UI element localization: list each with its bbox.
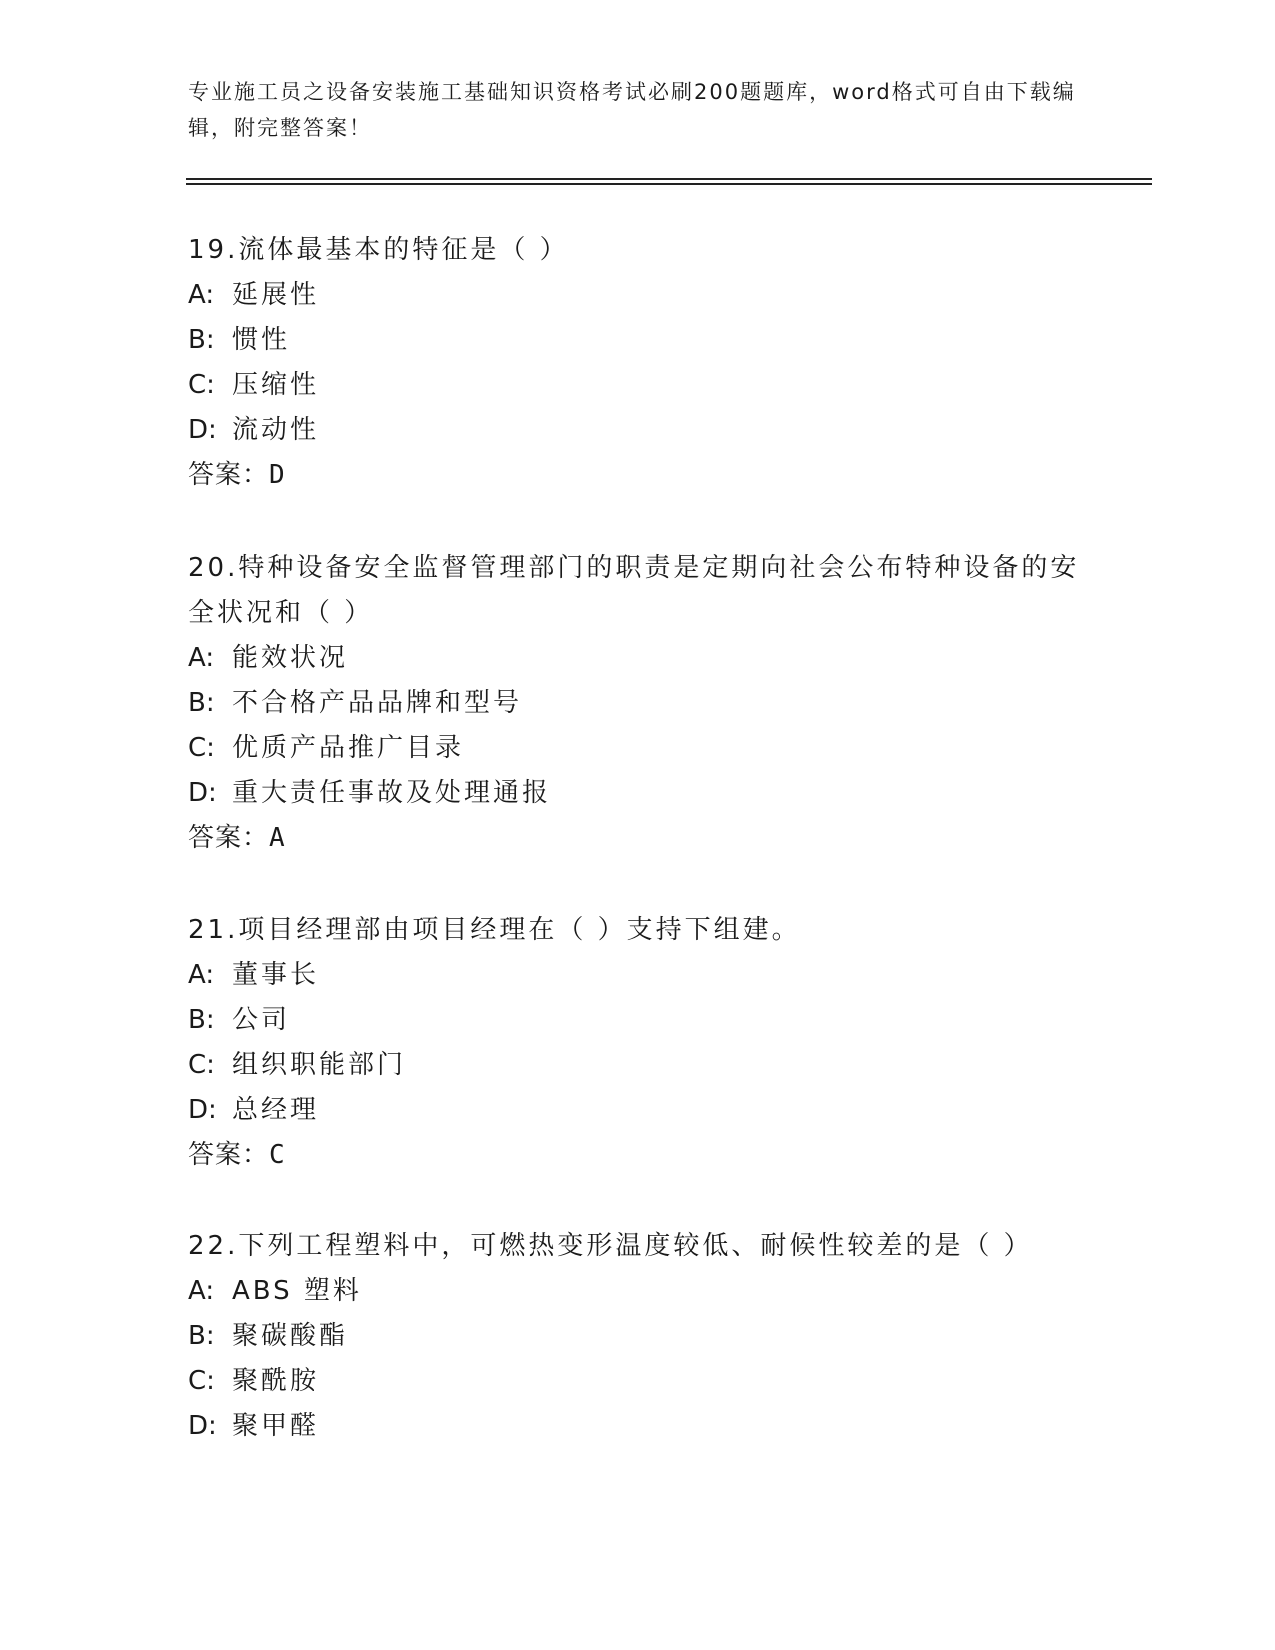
answer-value: A bbox=[269, 823, 286, 853]
option-key: D: bbox=[188, 778, 217, 808]
question-19 bbox=[188, 228, 1088, 498]
answer-label: 答案： bbox=[188, 460, 270, 490]
option-text: 流动性 bbox=[232, 415, 320, 445]
option-text: 总经理 bbox=[232, 1095, 320, 1125]
option-a bbox=[188, 636, 1088, 681]
document-header bbox=[188, 74, 1088, 146]
option-d bbox=[188, 771, 1088, 816]
option-d bbox=[188, 1404, 1088, 1449]
option-text: 公司 bbox=[232, 1005, 291, 1035]
option-key: C: bbox=[188, 1050, 215, 1080]
option-text: 组织职能部门 bbox=[232, 1050, 407, 1080]
option-c bbox=[188, 726, 1088, 771]
option-key: D: bbox=[188, 415, 217, 445]
answer-value: D bbox=[269, 460, 286, 490]
option-key: B: bbox=[188, 1321, 215, 1351]
option-text: ABS 塑料 bbox=[232, 1276, 362, 1306]
option-key: B: bbox=[188, 1005, 215, 1035]
question-stem: 19.流体最基本的特征是（ ） bbox=[188, 235, 569, 265]
answer-label: 答案： bbox=[188, 823, 270, 853]
answer-line bbox=[188, 816, 1088, 861]
option-a bbox=[188, 953, 1088, 998]
question-20 bbox=[188, 546, 1088, 861]
option-key: A: bbox=[188, 1276, 215, 1306]
answer-value: C bbox=[269, 1140, 286, 1170]
option-key: A: bbox=[188, 280, 215, 310]
question-stem: 21.项目经理部由项目经理在（ ）支持下组建。 bbox=[188, 915, 801, 945]
question-stem: 22.下列工程塑料中，可燃热变形温度较低、耐候性较差的是（ ） bbox=[188, 1231, 1033, 1261]
option-text: 重大责任事故及处理通报 bbox=[232, 778, 552, 808]
option-key: C: bbox=[188, 1366, 215, 1396]
header-text: 专业施工员之设备安装施工基础知识资格考试必刷200题题库，word格式可自由下载编辑，附完整答案！ bbox=[188, 80, 1076, 140]
option-text: 董事长 bbox=[232, 960, 320, 990]
answer-line bbox=[188, 1133, 1088, 1178]
option-text: 惯性 bbox=[232, 325, 291, 355]
option-text: 优质产品推广目录 bbox=[232, 733, 465, 763]
option-c bbox=[188, 1359, 1088, 1404]
question-22 bbox=[188, 1224, 1088, 1449]
option-text: 聚甲醛 bbox=[232, 1411, 320, 1441]
option-key: A: bbox=[188, 643, 215, 673]
option-text: 不合格产品品牌和型号 bbox=[232, 688, 523, 718]
option-d bbox=[188, 408, 1088, 453]
option-key: C: bbox=[188, 370, 215, 400]
option-key: D: bbox=[188, 1411, 217, 1441]
option-text: 聚酰胺 bbox=[232, 1366, 320, 1396]
option-text: 压缩性 bbox=[232, 370, 320, 400]
question-21 bbox=[188, 908, 1088, 1178]
option-key: C: bbox=[188, 733, 215, 763]
question-stem: 20.特种设备安全监督管理部门的职责是定期向社会公布特种设备的安全状况和（ ） bbox=[188, 553, 1080, 628]
header-divider-top bbox=[186, 178, 1152, 180]
option-a bbox=[188, 273, 1088, 318]
option-key: A: bbox=[188, 960, 215, 990]
option-text: 延展性 bbox=[232, 280, 320, 310]
option-c bbox=[188, 363, 1088, 408]
option-text: 聚碳酸酯 bbox=[232, 1321, 349, 1351]
option-key: B: bbox=[188, 688, 215, 718]
option-a bbox=[188, 1269, 1088, 1314]
option-b bbox=[188, 1314, 1088, 1359]
option-b bbox=[188, 998, 1088, 1043]
answer-label: 答案： bbox=[188, 1140, 270, 1170]
option-c bbox=[188, 1043, 1088, 1088]
option-d bbox=[188, 1088, 1088, 1133]
answer-line bbox=[188, 453, 1088, 498]
option-text: 能效状况 bbox=[232, 643, 349, 673]
option-b bbox=[188, 681, 1088, 726]
option-key: B: bbox=[188, 325, 215, 355]
option-key: D: bbox=[188, 1095, 217, 1125]
option-b bbox=[188, 318, 1088, 363]
header-divider-bottom bbox=[186, 183, 1152, 185]
